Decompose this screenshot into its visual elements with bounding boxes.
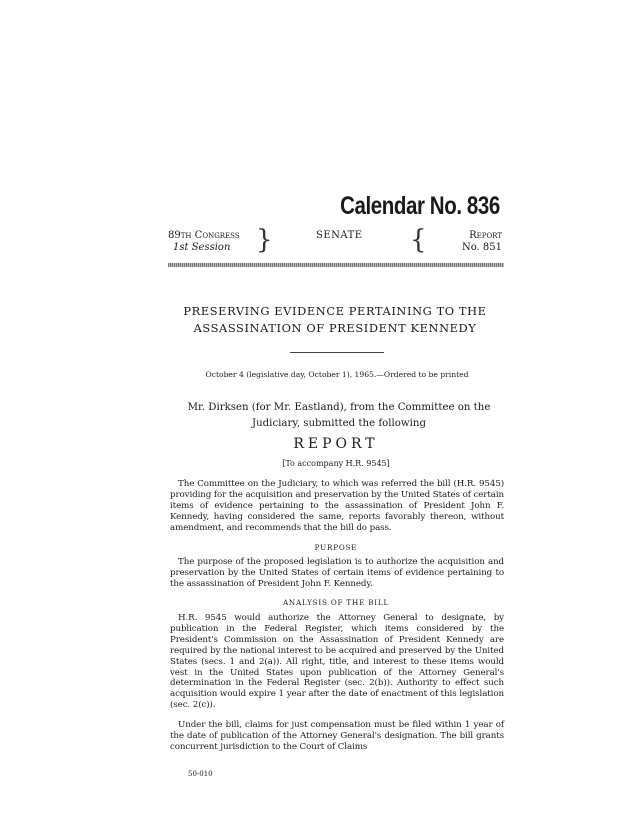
header-rule bbox=[168, 263, 504, 267]
title-line-1: PRESERVING EVIDENCE PERTAINING TO THE bbox=[183, 304, 487, 318]
report-number: No. 851 bbox=[461, 242, 502, 253]
report-label: Report bbox=[469, 230, 502, 241]
calendar-number: Calendar No. 836 bbox=[340, 192, 500, 220]
paragraph-purpose: The purpose of the proposed legislation is to authorize the acquisition and preservation by the United States of certain items of evidence pertaining to the assassination of President John F. Kennedy. bbox=[170, 557, 504, 589]
footer-code: 50-010 bbox=[188, 770, 213, 778]
brace-right-icon: { bbox=[410, 225, 427, 255]
ordered-line: October 4 (legislative day, October 1), 1965.—Ordered to be printed bbox=[205, 370, 469, 379]
title-line-2: ASSASSINATION OF PRESIDENT KENNEDY bbox=[193, 321, 477, 335]
report-title bbox=[165, 303, 505, 337]
congress-label: 89th Congress bbox=[168, 230, 240, 241]
paragraph-analysis: H.R. 9545 would authorize the Attorney General to designate, by publication in the Federal Register, which items considered by the President's Commission on the Assassination of President Kennedy are required by the national interest to be acquired and preserved by the United States (secs. 1 and 2(a)). All right, title, and interest to these items would vest in the United States upon publication of the Attorney General's determination in the Federal Register (sec. 2(b)). Authority to effect such acquisition would expire 1 year after the date of enactment of this legislation (sec. 2(c)). bbox=[170, 613, 504, 711]
paragraph-claims: Under the bill, claims for just compensation must be filed within 1 year of the date of publication of the Attorney General's designation. The bill grants concurrent jurisdiction to the Court of Claims bbox=[170, 720, 504, 752]
divider bbox=[290, 352, 384, 353]
intro-text: Mr. Dirksen (for Mr. Eastland), from the Committee on the Judiciary, submitted the following bbox=[187, 402, 491, 429]
report-heading: REPORT bbox=[293, 436, 379, 452]
session-label: 1st Session bbox=[173, 242, 231, 253]
chamber-label: SENATE bbox=[316, 230, 363, 241]
report-header bbox=[168, 225, 502, 262]
accompany-note: [To accompany H.R. 9545] bbox=[282, 459, 390, 468]
paragraph-committee: The Committee on the Judiciary, to which was referred the bill (H.R. 9545) providing for the acquisition and preservation by the United States of certain items of evidence pertaining to the assassination of President John F. Kennedy, having considered the same, reports favorably thereon, without amendment, and recommends that the bill do pass. bbox=[170, 479, 504, 533]
brace-left-icon: } bbox=[256, 225, 273, 255]
analysis-heading: ANALYSIS OF THE BILL bbox=[282, 598, 390, 607]
purpose-heading: PURPOSE bbox=[314, 543, 358, 552]
